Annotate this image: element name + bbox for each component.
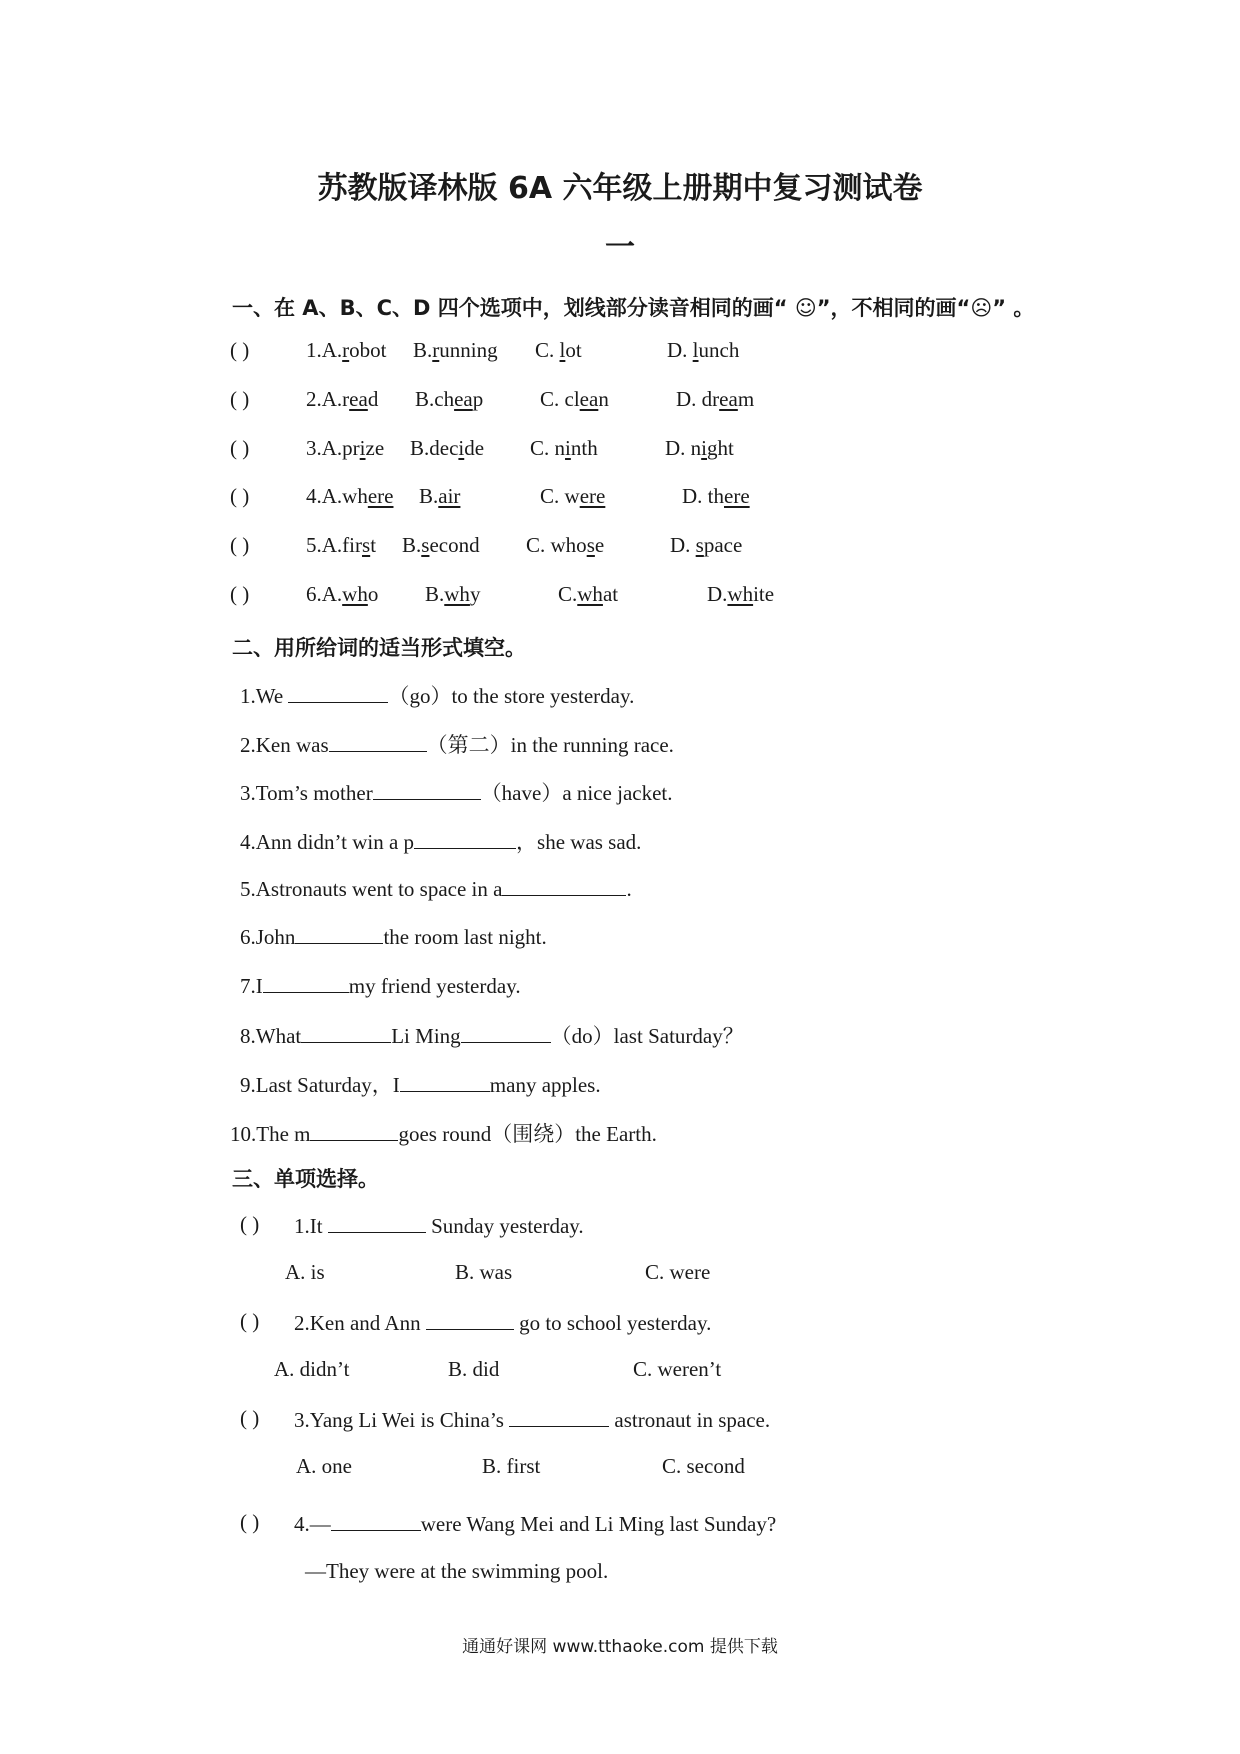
phonics-question-row: [0, 387, 1240, 419]
answer-parentheses[interactable]: ( ): [230, 582, 250, 606]
choice-question-text: 1.It Sunday yesterday.: [294, 1214, 584, 1238]
underlined-letters: air: [438, 484, 461, 508]
answer-blank[interactable]: [301, 1022, 391, 1043]
phonics-question-row: [0, 338, 1240, 370]
exam-title-continued: 一: [605, 230, 635, 265]
choice-options: [0, 1260, 1240, 1292]
fill-in-text: 4.Ann didn’t win a p ，she was sad.: [240, 830, 642, 854]
choice-options: [0, 1357, 1240, 1389]
phonics-option: B.why: [425, 582, 481, 606]
underlined-letters: l: [559, 338, 566, 362]
answer-blank[interactable]: [328, 1212, 426, 1233]
fill-in-question: [0, 1118, 1240, 1150]
download-footer: 通通好课网 www.tthaoke.com 提供下载: [462, 1637, 778, 1657]
choice-option[interactable]: B. did: [448, 1357, 500, 1381]
underlined-letters: s: [362, 533, 371, 557]
choice-question: [0, 1212, 1240, 1244]
answer-blank[interactable]: [288, 682, 388, 703]
choice-option[interactable]: A. one: [296, 1454, 352, 1478]
phonics-option: D. space: [670, 533, 743, 557]
underlined-letters: i: [701, 436, 708, 460]
phonics-option: 4.A.where: [306, 484, 394, 508]
fill-in-question: [0, 923, 1240, 955]
phonics-option: D. dream: [676, 387, 755, 411]
choice-question-text: 2.Ken and Ann go to school yesterday.: [294, 1311, 712, 1335]
phonics-option: C. lot: [535, 338, 582, 362]
underlined-letters: s: [421, 533, 430, 557]
underlined-letters: ea: [349, 387, 368, 411]
answer-blank[interactable]: [426, 1309, 514, 1330]
phonics-option: B.second: [402, 533, 480, 557]
answer-blank[interactable]: [373, 779, 481, 800]
phonics-option: C.what: [558, 582, 619, 606]
phonics-question-row: [0, 582, 1240, 614]
phonics-option: 5.A.first: [306, 533, 377, 557]
underlined-letters: ea: [454, 387, 473, 411]
phonics-option: 1.A.robot: [306, 338, 387, 362]
answer-blank[interactable]: [400, 1071, 490, 1092]
section1-heading: 一、在 A、B、C、D 四个选项中，划线部分读音相同的画“ ☺”，不相同的画“☹” 。: [232, 296, 1035, 320]
underlined-letters: i: [458, 436, 465, 460]
choice-option[interactable]: A. didn’t: [274, 1357, 350, 1381]
section2-heading: 二、用所给词的适当形式填空。: [232, 636, 526, 660]
fill-in-text: 8.What Li Ming （do）last Saturday？: [240, 1024, 744, 1048]
choice-question: [0, 1406, 1240, 1438]
underlined-letters: ere: [367, 484, 394, 508]
phonics-option: B.running: [413, 338, 498, 362]
answer-blank[interactable]: [310, 1120, 398, 1141]
fill-in-question: [0, 875, 1240, 907]
fill-in-text: 6.John the room last night.: [240, 925, 547, 949]
underlined-letters: wh: [727, 582, 754, 606]
choice-option[interactable]: C. second: [662, 1454, 745, 1478]
answer-parentheses[interactable]: ( ): [230, 338, 250, 362]
fill-in-question: [0, 972, 1240, 1004]
answer-parentheses[interactable]: ( ): [240, 1212, 260, 1236]
underlined-letters: i: [359, 436, 366, 460]
fill-in-question: [0, 1020, 1240, 1052]
phonics-option: B.decide: [410, 436, 485, 460]
choice-question: [0, 1309, 1240, 1341]
underlined-letters: s: [586, 533, 595, 557]
fill-in-text: 10.The m goes round（围绕）the Earth.: [230, 1122, 657, 1146]
phonics-option: B.cheap: [415, 387, 484, 411]
underlined-letters: r: [342, 338, 350, 362]
underlined-letters: ere: [724, 484, 750, 508]
answer-parentheses[interactable]: ( ): [230, 533, 250, 557]
fill-in-text: 2.Ken was （第二）in the running race.: [240, 733, 674, 757]
phonics-option: C. whose: [526, 533, 605, 557]
underlined-letters: r: [432, 338, 440, 362]
fill-in-text: 3.Tom’s mother （have）a nice jacket.: [240, 781, 673, 805]
choice-option[interactable]: A. is: [285, 1260, 325, 1284]
fill-in-text: 7.I my friend yesterday.: [240, 974, 521, 998]
fill-in-text: 5.Astronauts went to space in a .: [240, 877, 632, 901]
phonics-question-row: [0, 533, 1240, 565]
phonics-question-row: [0, 436, 1240, 468]
answer-blank[interactable]: [509, 1406, 609, 1427]
choice-question-text: 4.— were Wang Mei and Li Ming last Sunday?: [294, 1512, 777, 1536]
answer-blank[interactable]: [331, 1510, 421, 1531]
phonics-option: C. clean: [540, 387, 609, 411]
underlined-letters: ea: [579, 387, 599, 411]
underlined-letters: wh: [444, 582, 470, 606]
fill-in-text: 9.Last Saturday，I many apples.: [240, 1073, 601, 1097]
phonics-option: 6.A.who: [306, 582, 379, 606]
phonics-option: 2.A.read: [306, 387, 379, 411]
exam-title: 苏教版译林版 6A 六年级上册期中复习测试卷: [317, 171, 923, 206]
fill-in-question: [0, 826, 1240, 858]
underlined-letters: wh: [342, 582, 368, 606]
phonics-question-row: [0, 484, 1240, 516]
phonics-option: C. were: [540, 484, 606, 508]
answer-parentheses[interactable]: ( ): [230, 436, 250, 460]
dialogue-answer: —They were at the swimming pool.: [305, 1559, 609, 1583]
underlined-letters: i: [565, 436, 571, 460]
answer-blank[interactable]: [461, 1022, 551, 1043]
underlined-letters: s: [695, 533, 704, 557]
choice-option[interactable]: C. were: [645, 1260, 711, 1284]
fill-in-question: [0, 729, 1240, 761]
dialogue-answer-line: [0, 1559, 1240, 1591]
underlined-letters: ea: [719, 387, 738, 411]
answer-blank[interactable]: [295, 923, 383, 944]
answer-parentheses[interactable]: ( ): [230, 387, 250, 411]
fill-in-question: [0, 680, 1240, 712]
answer-blank[interactable]: [502, 875, 626, 896]
section3-heading: 三、单项选择。: [232, 1167, 379, 1191]
underlined-letters: ere: [579, 484, 606, 508]
answer-parentheses[interactable]: ( ): [230, 484, 250, 508]
phonics-option: C. ninth: [530, 436, 598, 460]
underlined-letters: l: [692, 338, 699, 362]
fill-in-text: 1.We （go）to the store yesterday.: [240, 684, 635, 708]
phonics-option: D. there: [682, 484, 750, 508]
choice-option[interactable]: C. weren’t: [633, 1357, 722, 1381]
choice-question-text: 3.Yang Li Wei is China’s astronaut in space.: [294, 1408, 771, 1432]
phonics-option: B.air: [419, 484, 461, 508]
phonics-option: 3.A.prize: [306, 436, 385, 460]
phonics-option: D.white: [707, 582, 775, 606]
fill-in-question: [0, 1069, 1240, 1101]
phonics-option: D. lunch: [667, 338, 740, 362]
choice-option[interactable]: B. was: [455, 1260, 513, 1284]
answer-parentheses[interactable]: ( ): [240, 1406, 260, 1430]
answer-blank[interactable]: [329, 731, 427, 752]
choice-options: [0, 1454, 1240, 1486]
fill-in-question: [0, 777, 1240, 809]
answer-parentheses[interactable]: ( ): [240, 1309, 260, 1333]
choice-option[interactable]: B. first: [482, 1454, 541, 1478]
phonics-option: D. night: [665, 436, 734, 460]
answer-blank[interactable]: [414, 828, 516, 849]
choice-question: [0, 1510, 1240, 1542]
answer-parentheses[interactable]: ( ): [240, 1510, 260, 1534]
answer-blank[interactable]: [263, 972, 349, 993]
underlined-letters: wh: [577, 582, 603, 606]
